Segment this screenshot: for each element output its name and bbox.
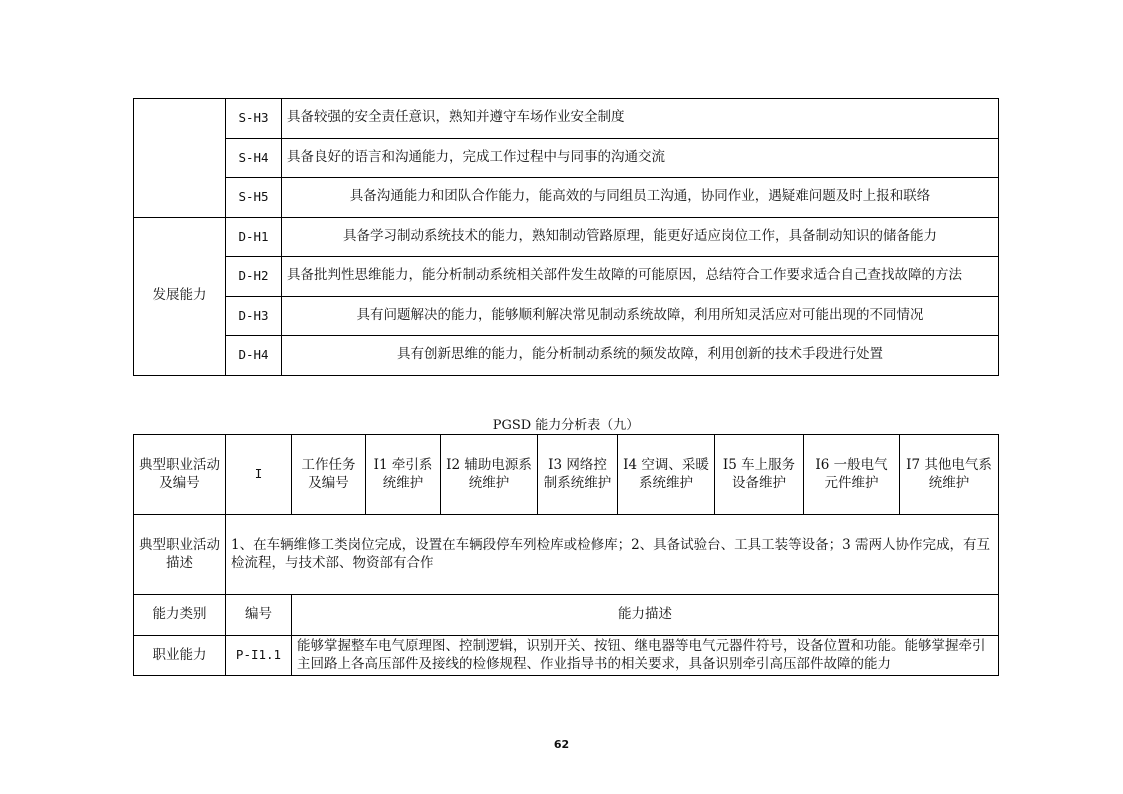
ability-code: D-H1 [226,217,282,257]
description-label: 典型职业活动描述 [134,515,226,595]
table-row [134,636,999,676]
task-cell: I3 网络控制系统维护 [538,435,618,515]
table-row [134,99,999,139]
ability-description: 具有问题解决的能力，能够顺利解决常见制动系统故障，利用所知灵活应对可能出现的不同情况 [282,296,999,336]
table-caption: PGSD 能力分析表（九） [492,418,640,433]
ability-description: 具备批判性思维能力，能分析制动系统相关部件发生故障的可能原因，总结符合工作要求适合自己查找故障的方法 [282,257,999,297]
page-number: 62 [553,738,570,751]
task-cell: I5 车上服务设备维护 [715,435,804,515]
ability-category: 职业能力 [134,636,226,676]
table-row [134,138,999,178]
ability-code: S-H4 [226,138,282,178]
ability-code: D-H3 [226,296,282,336]
ability-table-continued [133,98,999,376]
desc-header: 能力描述 [292,595,999,636]
ability-description: 能够掌握整车电气原理图、控制逻辑，识别开关、按钮、继电器等电气元器件符号，设备位置和功能。能够掌握牵引主回路上各高压部件及接线的检修规程、作业指导书的相关要求，具备识别牵引高压部件故障的能力 [292,636,999,676]
task-label: 工作任务及编号 [292,435,366,515]
table-row [134,257,999,297]
column-header-row [134,595,999,636]
category-header: 能力类别 [134,595,226,636]
ability-description: 具备沟通能力和团队合作能力，能高效的与同组员工沟通，协同作业，遇疑难问题及时上报和联络 [282,178,999,218]
task-cell: I7 其他电气系统维护 [900,435,999,515]
table-row [134,178,999,218]
task-cell: I4 空调、采暖系统维护 [618,435,715,515]
ability-description: 具备较强的安全责任意识，熟知并遵守车场作业安全制度 [282,99,999,139]
ability-description: 具有创新思维的能力，能分析制动系统的频发故障，利用创新的技术手段进行处置 [282,336,999,376]
pgsd-ability-table [133,434,999,676]
ability-code: D-H4 [226,336,282,376]
table-row [134,336,999,376]
activity-code: I [226,435,292,515]
table-row [134,217,999,257]
ability-description: 具备学习制动系统技术的能力，熟知制动管路原理，能更好适应岗位工作，具备制动知识的储备能力 [282,217,999,257]
category-cell-continued [134,99,226,218]
code-header: 编号 [226,595,292,636]
category-development: 发展能力 [134,217,226,375]
activity-label: 典型职业活动及编号 [134,435,226,515]
task-cell: I2 辅助电源系统维护 [441,435,538,515]
ability-code: S-H3 [226,99,282,139]
ability-description: 具备良好的语言和沟通能力，完成工作过程中与同事的沟通交流 [282,138,999,178]
task-cell: I1 牵引系统维护 [366,435,441,515]
description-text: 1、在车辆维修工类岗位完成，设置在车辆段停车列检库或检修库；2、具备试验台、工具工装等设备；3 需两人协作完成，有互检流程，与技术部、物资部有合作 [226,515,999,595]
table-row [134,296,999,336]
ability-code: D-H2 [226,257,282,297]
ability-code: S-H5 [226,178,282,218]
description-row [134,515,999,595]
task-cell: I6 一般电气元件维护 [804,435,900,515]
header-row [134,435,999,515]
ability-code: P-I1.1 [226,636,292,676]
